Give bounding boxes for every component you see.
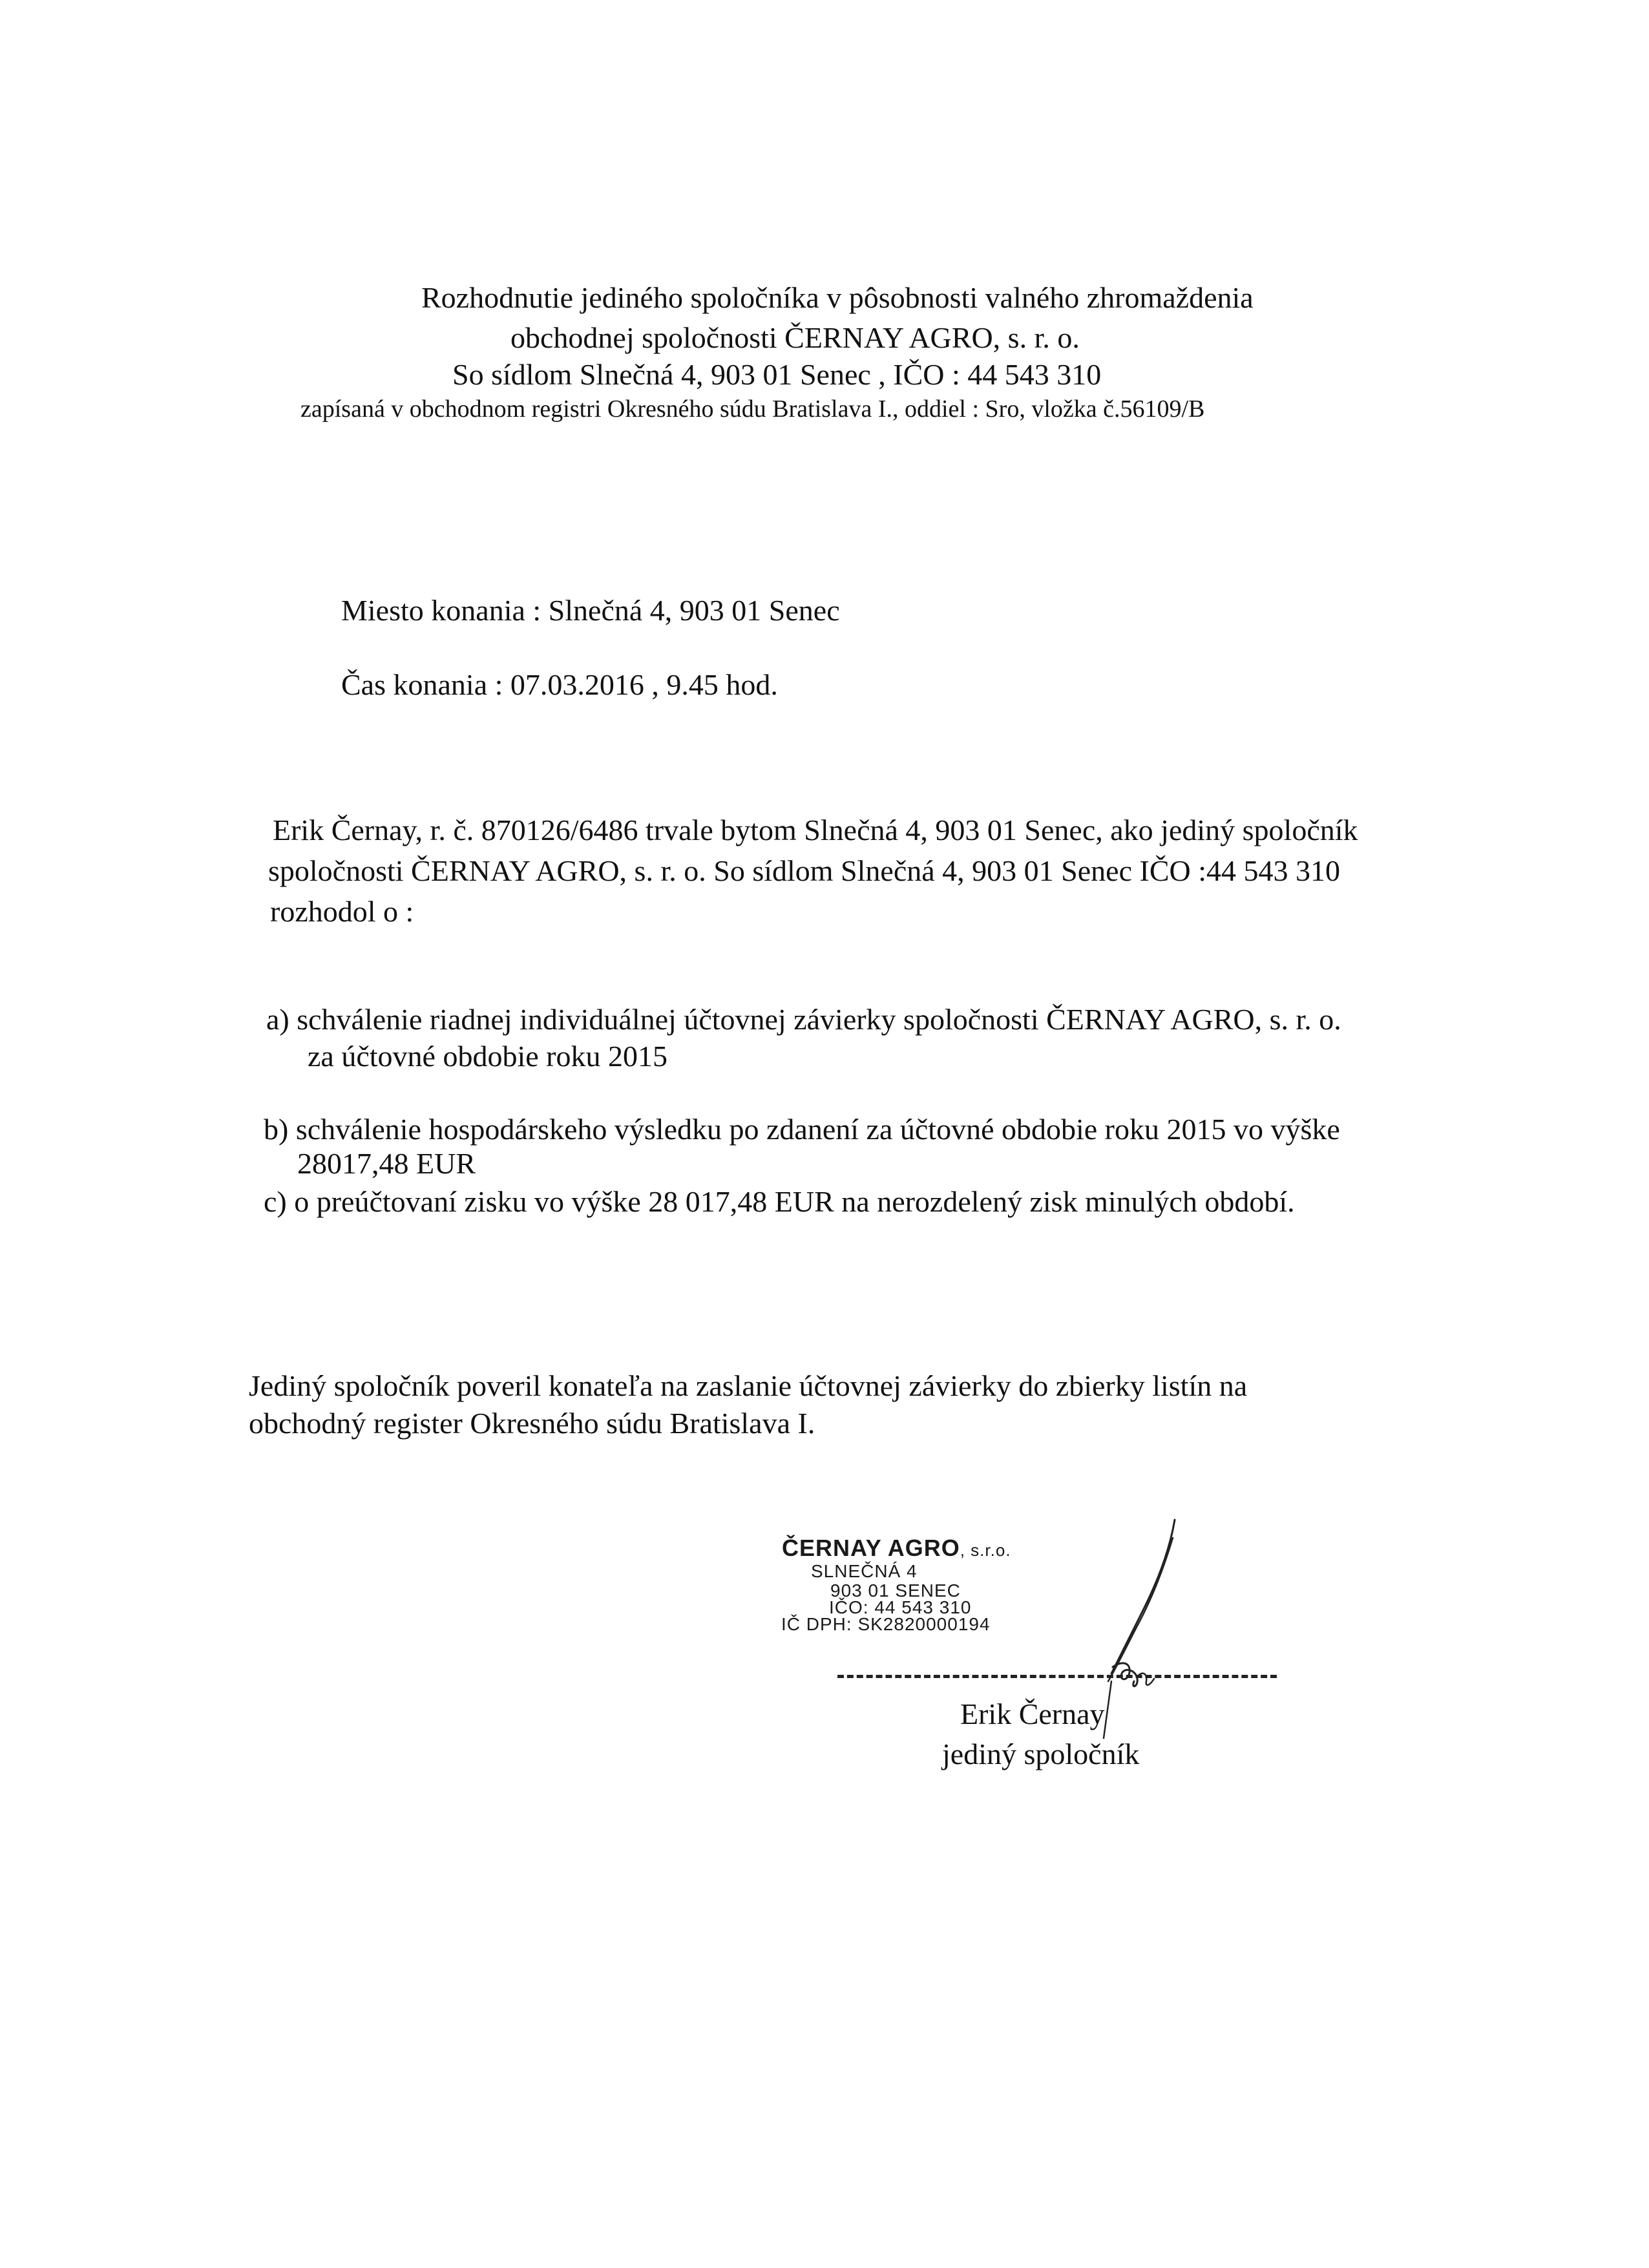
header-registry-line: zapísaná v obchodnom registri Okresného súdu Bratislava I., oddiel : Sro, vložka č.56109/B <box>300 395 1205 423</box>
authorization-line-2: obchodný register Okresného súdu Bratislava I. <box>249 1407 815 1440</box>
header-address-line: So sídlom Slnečná 4, 903 01 Senec , IČO : 44 543 310 <box>452 358 1102 391</box>
signatory-role: jediný spoločník <box>942 1738 1140 1770</box>
intro-line-2: spoločnosti ČERNAY AGRO, s. r. o. So sídlom Slnečná 4, 903 01 Senec IČO :44 543 310 <box>268 854 1341 887</box>
decision-b-line-2: 28017,48 EUR <box>297 1147 476 1180</box>
decision-a-line-1: a) schválenie riadnej individuálnej účtovnej závierky spoločnosti ČERNAY AGRO, s. r. o. <box>266 1003 1341 1036</box>
stamp-company-name: ČERNAY AGRO, s.r.o. <box>782 1535 1011 1561</box>
decision-b-line-1: b) schválenie hospodárskeho výsledku po zdanení za účtovné obdobie roku 2015 vo výške <box>264 1113 1340 1146</box>
authorization-line-1: Jediný spoločník poveril konateľa na zaslanie účtovnej závierky do zbierky listín na <box>249 1369 1248 1402</box>
meeting-time: Čas konania : 07.03.2016 , 9.45 hod. <box>341 668 778 701</box>
meeting-place: Miesto konania : Slnečná 4, 903 01 Senec <box>341 594 840 627</box>
intro-line-3: rozhodol o : <box>270 895 414 928</box>
stamp-street: SLNEČNÁ 4 <box>811 1561 918 1581</box>
decision-c-line-1: c) o preúčtovaní zisku vo výške 28 017,48 EUR na nerozdelený zisk minulých období. <box>264 1185 1295 1218</box>
stamp-ico: IČO: 44 543 310 <box>829 1597 972 1617</box>
signatory-name: Erik Černay <box>960 1697 1105 1730</box>
decision-a-line-2: za účtovné obdobie roku 2015 <box>308 1040 667 1073</box>
header-company-line: obchodnej spoločnosti ČERNAY AGRO, s. r. o. <box>510 321 1080 354</box>
intro-line-1: Erik Černay, r. č. 870126/6486 trvale bytom Slnečná 4, 903 01 Senec, ako jediný spoločník <box>273 814 1358 846</box>
header-title-line: Rozhodnutie jediného spoločníka v pôsobnosti valného zhromaždenia <box>421 281 1254 314</box>
stamp-city: 903 01 SENEC <box>830 1580 961 1601</box>
stamp-vat-id: IČ DPH: SK2820000194 <box>781 1614 991 1634</box>
